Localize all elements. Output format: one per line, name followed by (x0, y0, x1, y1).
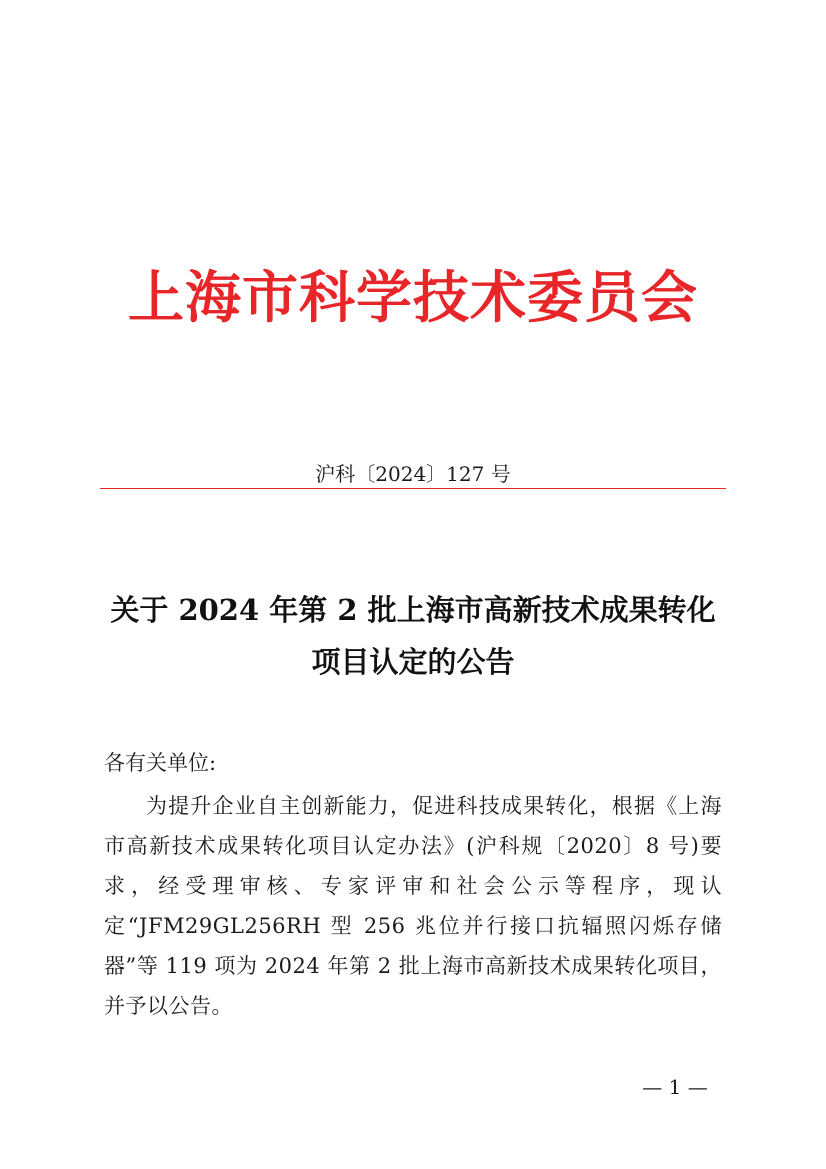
red-divider-line (100, 488, 726, 489)
body-paragraph: 为提升企业自主创新能力，促进科技成果转化，根据《上海市高新技术成果转化项目认定办法》(沪科规〔2020〕8 号)要求，经受理审核、专家评审和社会公示等程序，现认定“JFM29GL256RH 型 256 兆位并行接口抗辐照闪烁存储器”等 119 项为 2024 年第 2 批上海市高新技术成果转化项目，并予以公告。 (104, 794, 722, 1018)
document-number: 沪科〔2024〕127 号 (315, 462, 511, 486)
salutation: 各有关单位: (104, 751, 217, 775)
issuer-heading: 上海市科学技术委员会 (128, 265, 698, 331)
title-line-1: 关于 2024 年第 2 批上海市高新技术成果转化 (110, 593, 716, 627)
title-line-2: 项目认定的公告 (311, 645, 515, 679)
page-number: — 1 — (642, 1075, 708, 1099)
document-title (60, 584, 766, 688)
